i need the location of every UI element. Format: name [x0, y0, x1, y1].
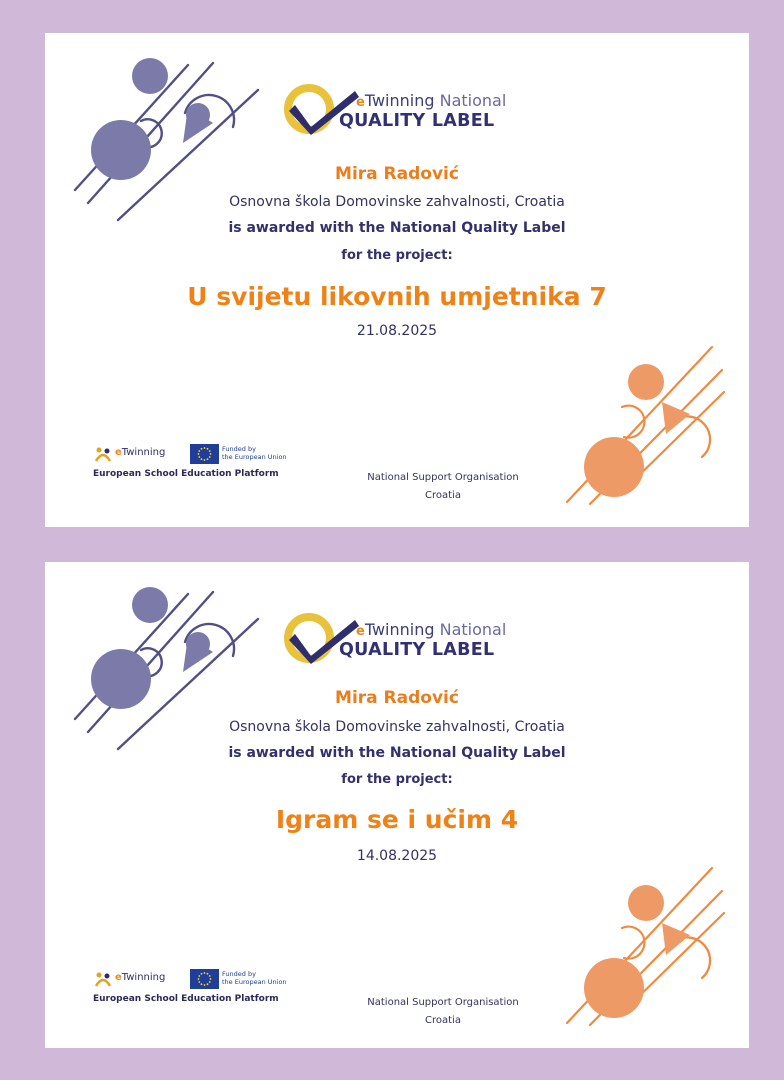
etwinning-logo-icon [93, 970, 113, 990]
award-date: 21.08.2025 [356, 323, 438, 339]
quality-label-logo [281, 83, 521, 141]
project-title: U svijetu likovnih umjetnika 7 [187, 282, 607, 311]
logo-national: National [439, 91, 507, 110]
partner-logos [93, 445, 303, 485]
etwinning-wordmark: eTwinning [115, 972, 166, 983]
nso-line1: National Support Organisation [367, 472, 519, 483]
etwinning-wordmark: eTwinning [115, 447, 166, 458]
awarded-text: is awarded with the National Quality Label [228, 745, 566, 761]
school-name: Osnovna škola Domovinske zahvalnosti, Croatia [229, 194, 565, 210]
decorative-orange-shapes [562, 863, 727, 1028]
eu-flag-icon [190, 444, 219, 464]
certificate-2 [45, 562, 749, 1048]
project-title: Igram se i učim 4 [275, 805, 519, 834]
school-name: Osnovna škola Domovinske zahvalnosti, Croatia [229, 719, 565, 735]
recipient-name: Mira Radović [335, 688, 459, 708]
logo-twinning: Twinning [364, 91, 435, 110]
nso-line2: Croatia [425, 490, 461, 501]
logo-quality-label: QUALITY LABEL [339, 640, 495, 660]
eu-funding-text: Funded by the European Union [222, 970, 287, 986]
for-project-text: for the project: [341, 248, 453, 263]
etwinning-logo-icon [93, 445, 113, 465]
eu-flag-icon [190, 969, 219, 989]
logo-e: e [356, 624, 365, 639]
recipient-name: Mira Radović [335, 164, 459, 184]
nso-line1: National Support Organisation [367, 997, 519, 1008]
quality-label-logo [281, 612, 521, 670]
logo-e: e [356, 95, 365, 110]
national-support-organisation [343, 469, 543, 505]
logo-national: National [439, 620, 507, 639]
platform-name: European School Education Platform [93, 994, 279, 1004]
partner-logos [93, 970, 303, 1010]
logo-quality-label: QUALITY LABEL [339, 111, 495, 131]
eu-funding-text: Funded by the European Union [222, 445, 287, 461]
for-project-text: for the project: [341, 772, 453, 787]
national-support-organisation [343, 994, 543, 1030]
logo-twinning: Twinning [364, 620, 435, 639]
nso-line2: Croatia [425, 1015, 461, 1026]
certificate-1 [45, 33, 749, 527]
decorative-orange-shapes [562, 342, 727, 507]
award-date: 14.08.2025 [356, 848, 438, 864]
platform-name: European School Education Platform [93, 469, 279, 479]
awarded-text: is awarded with the National Quality Label [228, 220, 566, 236]
